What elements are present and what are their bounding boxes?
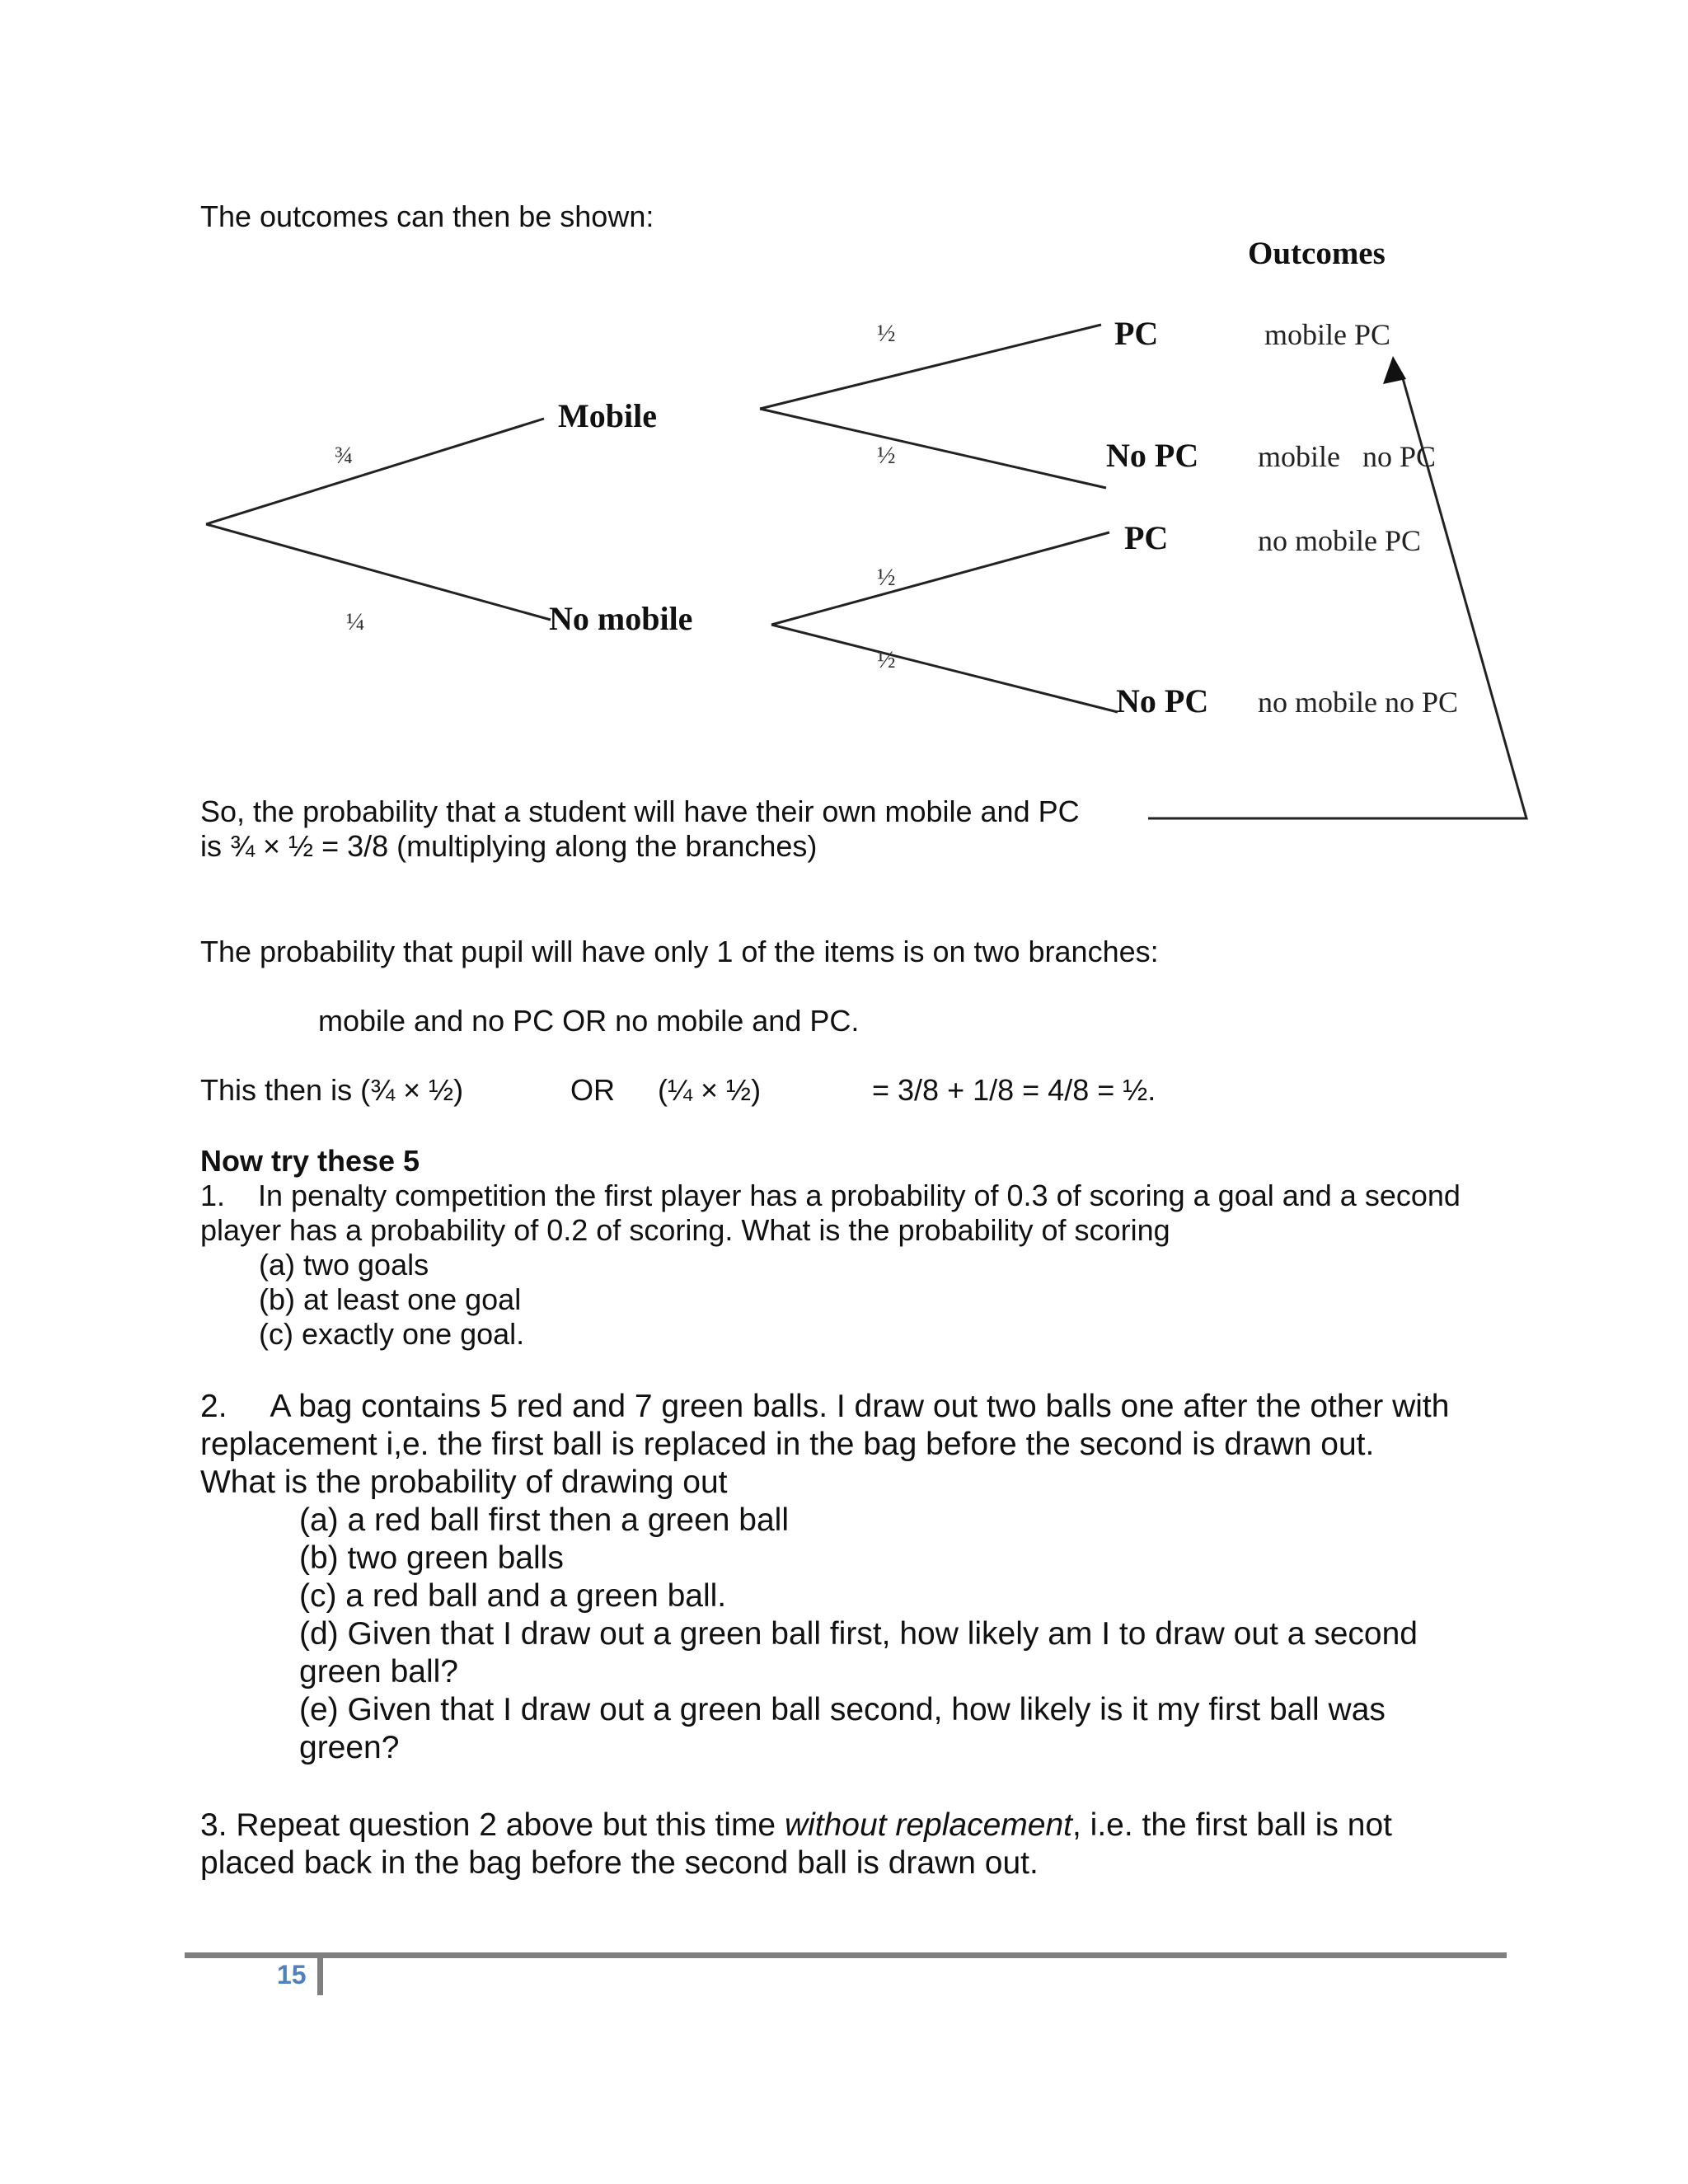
branch-mobile-pc — [760, 325, 1101, 409]
calc-result: = 3/8 + 1/8 = 4/8 = ½. — [872, 1073, 1156, 1107]
q2-part-d-line-1: (d) Given that I draw out a green ball first, how likely am I to draw out a second — [299, 1616, 1418, 1652]
q2-part-c: (c) a red ball and a green ball. — [299, 1578, 727, 1614]
branch-mobile-no-pc — [760, 409, 1106, 488]
q2-part-d-line-2: green ball? — [299, 1654, 458, 1690]
branch-mobile — [206, 419, 544, 524]
node-mobile-no-pc: No PC — [1106, 437, 1199, 474]
node-mobile-pc: PC — [1114, 315, 1159, 352]
page-number: 15 — [277, 1960, 307, 1990]
intro-text: The outcomes can then be shown: — [200, 199, 654, 233]
calc-part-b: (¼ × ½) — [658, 1073, 762, 1107]
q2-part-b: (b) two green balls — [299, 1540, 564, 1576]
calc-part-a: This then is (¾ × ½) — [200, 1073, 464, 1107]
prob-no-mobile-pc: ½ — [877, 564, 896, 591]
q2-part-a: (a) a red ball first then a green ball — [299, 1502, 789, 1538]
q2-part-e-line-2: green? — [299, 1730, 400, 1765]
outcome-no-mobile-no-pc: no mobile no PC — [1258, 686, 1459, 719]
prob-no-mobile-no-pc: ½ — [877, 646, 896, 673]
exercises-heading: Now try these 5 — [200, 1144, 420, 1178]
calc-or: OR — [570, 1073, 615, 1107]
footer-tick — [317, 1952, 323, 1995]
outcome-mobile-pc: mobile PC — [1264, 318, 1391, 351]
explanation-line-3: The probability that pupil will have only 1 of the items is on two branches: — [200, 935, 1159, 968]
prob-mobile-pc: ½ — [877, 320, 896, 347]
footer-rule — [185, 1952, 1507, 1958]
outcome-no-mobile-pc: no mobile PC — [1258, 524, 1422, 557]
q1-part-c: (c) exactly one goal. — [259, 1317, 525, 1351]
q2-line-1: 2. A bag contains 5 red and 7 green balls. I draw out two balls one after the other with — [200, 1389, 1450, 1424]
q1-line-2: player has a probability of 0.2 of scoring. What is the probability of scoring — [200, 1213, 1170, 1247]
q1-part-b: (b) at least one goal — [259, 1282, 522, 1316]
prob-mobile-no-pc: ½ — [877, 442, 896, 469]
node-mobile: Mobile — [558, 397, 657, 434]
prob-no-mobile: ¼ — [346, 608, 365, 635]
outcome-mobile-no-pc: mobile no PC — [1258, 440, 1437, 473]
outcomes-heading: Outcomes — [1248, 236, 1386, 271]
q2-part-e-line-1: (e) Given that I draw out a green ball second, how likely is it my first ball was — [299, 1692, 1386, 1727]
q1-line-1: 1. In penalty competition the first player has a probability of 0.3 of scoring a goal and a second — [200, 1179, 1461, 1212]
branch-no-mobile-pc — [771, 532, 1109, 625]
explanation-line-1: So, the probability that a student will have their own mobile and PC — [200, 794, 1080, 828]
probability-tree-diagram — [0, 0, 1688, 857]
q2-line-3: What is the probability of drawing out — [200, 1465, 728, 1500]
explanation-line-2: is ¾ × ½ = 3/8 (multiplying along the branches) — [200, 829, 818, 863]
q3-emphasis: without replacement — [784, 1807, 1072, 1843]
q3-text-post: , i.e. the first ball is not — [1071, 1807, 1392, 1843]
branch-no-mobile — [206, 524, 551, 620]
node-no-mobile-no-pc: No PC — [1116, 682, 1209, 719]
q1-part-a: (a) two goals — [259, 1248, 429, 1282]
node-no-mobile-pc: PC — [1124, 519, 1169, 556]
explanation-line-4: mobile and no PC OR no mobile and PC. — [318, 1004, 860, 1038]
prob-mobile: ¾ — [335, 442, 354, 469]
q3-line-1 — [200, 1807, 1392, 1844]
q3-line-2: placed back in the bag before the second ball is drawn out. — [200, 1845, 1039, 1881]
q2-line-2: replacement i,e. the first ball is replaced in the bag before the second is drawn out. — [200, 1427, 1375, 1462]
q3-text-pre: 3. Repeat question 2 above but this time — [200, 1807, 785, 1843]
node-no-mobile: No mobile — [549, 600, 693, 637]
branch-no-mobile-no-pc — [771, 625, 1118, 712]
